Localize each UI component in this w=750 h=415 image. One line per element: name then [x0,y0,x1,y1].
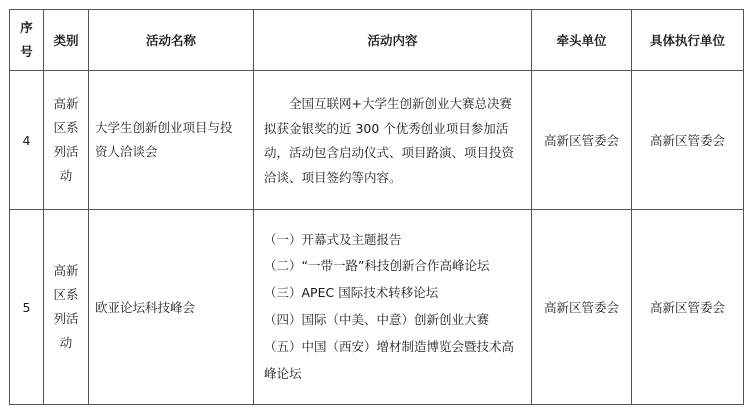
row-activity-name [89,210,254,405]
header-row [10,10,744,71]
category-line: 列活 [53,144,79,159]
header-seq-line: 号 [20,44,33,59]
content-line: 动，活动包含启动仪式、项目路演、项目投资 [264,145,515,160]
row-lead-unit: 高新区管委会 [532,71,632,210]
row-activity-name [89,71,254,210]
name-line: 欧亚论坛科技峰会 [95,299,196,315]
content-line: （二）“一带一路”科技创新合作高峰论坛 [264,258,490,274]
row-category [44,71,89,210]
content-line: 全国互联网+大学生创新创业大赛总决赛 [289,96,512,111]
table-row [10,210,744,405]
header-seq-line: 序 [20,20,33,35]
category-line: 动 [59,168,73,183]
row-activity-content [254,71,532,210]
header-activity-content: 活动内容 [254,10,532,71]
category-line: 高新 [53,96,79,111]
header-activity-name: 活动名称 [89,10,254,71]
row-category [44,210,89,405]
row-lead-unit: 高新区管委会 [532,210,632,405]
header-seq [10,10,44,71]
header-exec-unit: 具体执行单位 [632,10,744,71]
row-seq: 5 [10,210,44,405]
name-line: 大学生创新创业项目与投 [95,120,233,135]
row-activity-content [254,210,532,405]
category-line: 列活 [53,311,79,326]
category-line: 高新 [53,263,79,278]
category-line: 区系 [53,120,79,135]
row-exec-unit: 高新区管委会 [632,71,744,210]
content-line: 拟获金银奖的近 300 个优秀创业项目参加活 [264,120,509,136]
header-lead-unit: 牵头单位 [532,10,632,71]
content-line: （五）中国（西安）增材制造博览会暨技术高 [264,338,515,354]
row-seq: 4 [10,71,44,210]
content-line: （一）开幕式及主题报告 [264,231,402,247]
row-exec-unit: 高新区管委会 [632,210,744,405]
header-category: 类别 [44,10,89,71]
category-line: 动 [59,335,73,350]
content-line: （三）APEC 国际技术转移论坛 [264,285,439,301]
activity-table [9,9,744,405]
content-line: 洽谈、项目签约等内容。 [264,169,402,185]
content-line: （四）国际（中美、中意）创新创业大赛 [264,312,490,327]
name-line: 资人洽谈会 [95,144,158,159]
category-line: 区系 [53,287,79,302]
table-row [10,71,744,210]
content-line: 峰论坛 [264,365,302,381]
